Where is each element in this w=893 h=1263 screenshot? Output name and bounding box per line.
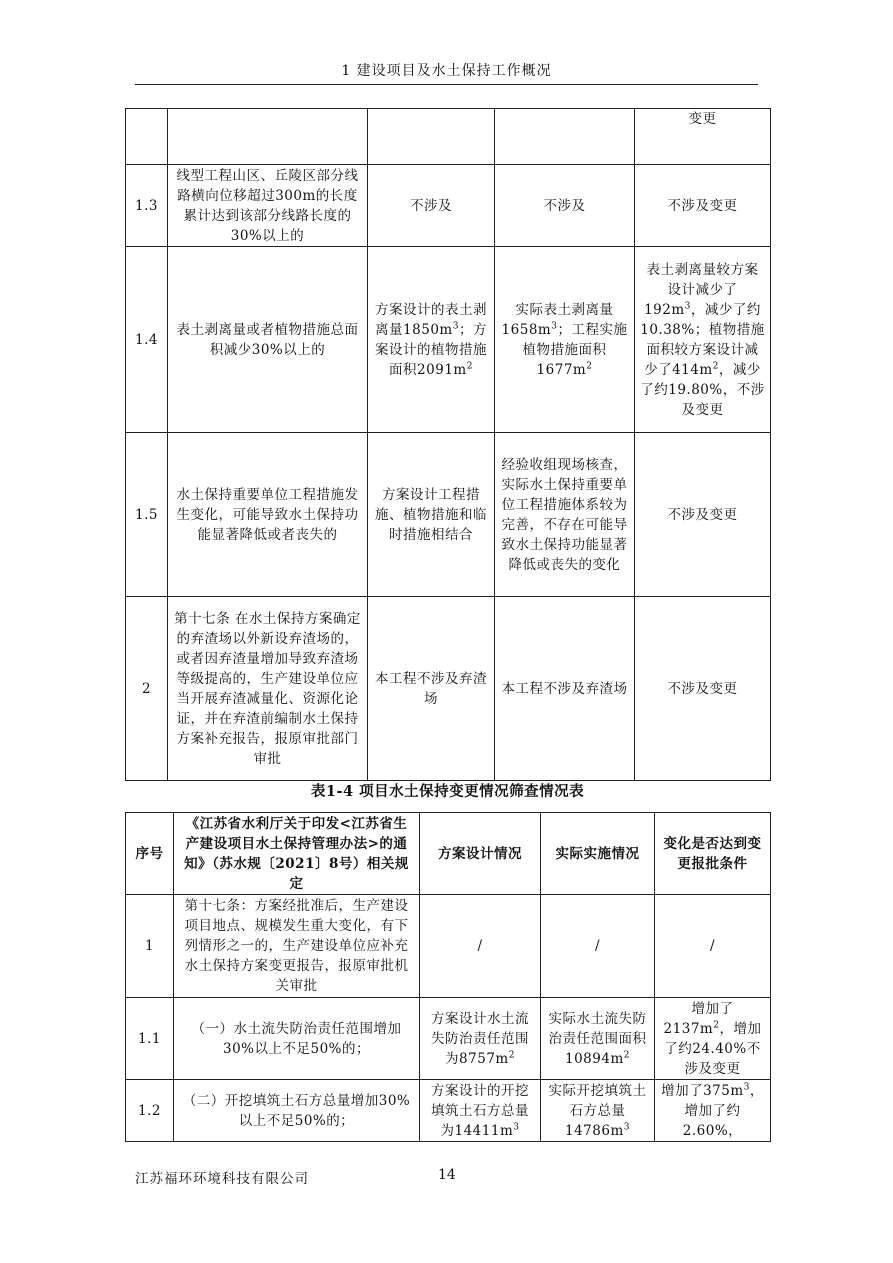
row-number: 1.1 xyxy=(126,998,174,1080)
result-cell: / xyxy=(655,895,771,998)
header-actual: 实际实施情况 xyxy=(541,813,655,895)
table-row xyxy=(126,165,771,247)
table-row xyxy=(126,998,771,1080)
row-number: 1.2 xyxy=(126,1080,174,1142)
result-cell: 表土剥离量较方案设计减少了$192m^3$，减少了约10.38%；植物措施面积较方案设计减少了$414m^2$，减少了约19.80%，不涉及变更 xyxy=(635,247,771,433)
plan-cell: / xyxy=(420,895,541,998)
rule-cell: 线型工程山区、丘陵区部分线路横向位移超过300m的长度累计达到该部分线路长度的30%以上的 xyxy=(168,165,368,247)
actual-cell: 经验收组现场核查，实际水土保持重要单位工程措施体系较为完善，不存在可能导致水土保持功能显著降低或丧失的变化 xyxy=(495,433,635,597)
header-plan: 方案设计情况 xyxy=(420,813,541,895)
footer-company: 江苏福环环境科技有限公司 xyxy=(135,1171,309,1187)
table-row xyxy=(126,895,771,998)
plan-cell: 本工程不涉及弃渣场 xyxy=(368,597,495,781)
actual-cell: / xyxy=(541,895,655,998)
table-row xyxy=(126,1080,771,1142)
table-row xyxy=(126,247,771,433)
rule-cell: 表土剥离量或者植物措施总面积减少30%以上的 xyxy=(168,247,368,433)
result-cell: 增加了$375m^3$，增加了约2.60%， xyxy=(655,1080,771,1142)
row-number: 2 xyxy=(126,597,168,781)
actual-cell: 实际水土流失防治责任范围面积$10894m^2$ xyxy=(541,998,655,1080)
table-row xyxy=(126,109,771,165)
page-number: 14 xyxy=(438,1167,456,1183)
header-rule: 《江苏省水利厅关于印发<江苏省生产建设项目水土保持管理办法>的通知》（苏水规〔2021〕8号）相关规定 xyxy=(174,813,420,895)
header-row xyxy=(126,813,771,895)
actual-cell xyxy=(495,109,635,165)
header-number: 序号 xyxy=(126,813,174,895)
row-number xyxy=(126,109,168,165)
rule-cell: （二）开挖填筑土石方总量增加30%以上不足50%的； xyxy=(174,1080,420,1142)
actual-cell: 实际表土剥离量$1658m^3$；工程实施植物措施面积$1677m^2$ xyxy=(495,247,635,433)
actual-cell: 本工程不涉及弃渣场 xyxy=(495,597,635,781)
plan-cell xyxy=(368,109,495,165)
result-cell: 不涉及变更 xyxy=(635,597,771,781)
table-caption: 表1-4 项目水土保持变更情况筛查情况表 xyxy=(310,783,585,800)
plan-cell: 不涉及 xyxy=(368,165,495,247)
rule-cell: 水土保持重要单位工程措施发生变化，可能导致水土保持功能显著降低或者丧失的 xyxy=(168,433,368,597)
result-cell: 增加了$2137m^2$，增加了约24.40%不涉及变更 xyxy=(655,998,771,1080)
plan-cell: 方案设计水土流失防治责任范围为$8757m^2$ xyxy=(420,998,541,1080)
row-number: 1.4 xyxy=(126,247,168,433)
plan-cell: 方案设计的开挖填筑土石方总量为$14411m^3$ xyxy=(420,1080,541,1142)
result-cell: 变更 xyxy=(635,109,771,165)
plan-cell: 方案设计的表土剥离量$1850m^3$；方案设计的植物措施面积$2091m^2$ xyxy=(368,247,495,433)
rule-cell: （一）水土流失防治责任范围增加30%以上不足50%的； xyxy=(174,998,420,1080)
row-number: 1 xyxy=(126,895,174,998)
rule-cell: 第十七条：方案经批准后，生产建设项目地点、规模发生重大变化，有下列情形之一的，生产建设单位应补充水土保持方案变更报告，报原审批机关审批 xyxy=(174,895,420,998)
table-row xyxy=(126,597,771,781)
row-number: 1.3 xyxy=(126,165,168,247)
result-cell: 不涉及变更 xyxy=(635,165,771,247)
result-cell: 不涉及变更 xyxy=(635,433,771,597)
upper-table xyxy=(125,108,771,781)
page-header: 1 建设项目及水土保持工作概况 xyxy=(341,63,552,79)
plan-cell: 方案设计工程措施、植物措施和临时措施相结合 xyxy=(368,433,495,597)
header-result: 变化是否达到变更报批条件 xyxy=(655,813,771,895)
table-row xyxy=(126,433,771,597)
actual-cell: 不涉及 xyxy=(495,165,635,247)
rule-cell xyxy=(168,109,368,165)
rule-cell: 第十七条 在水土保持方案确定的弃渣场以外新设弃渣场的，或者因弃渣量增加导致弃渣场等级提高的，生产建设单位应当开展弃渣减量化、资源化论证，并在弃渣前编制水土保持方案补充报告，报原审批部门审批 xyxy=(168,597,368,781)
actual-cell: 实际开挖填筑土石方总量$14786m^3$ xyxy=(541,1080,655,1142)
header-rule xyxy=(135,84,758,85)
lower-table xyxy=(125,812,771,1142)
row-number: 1.5 xyxy=(126,433,168,597)
